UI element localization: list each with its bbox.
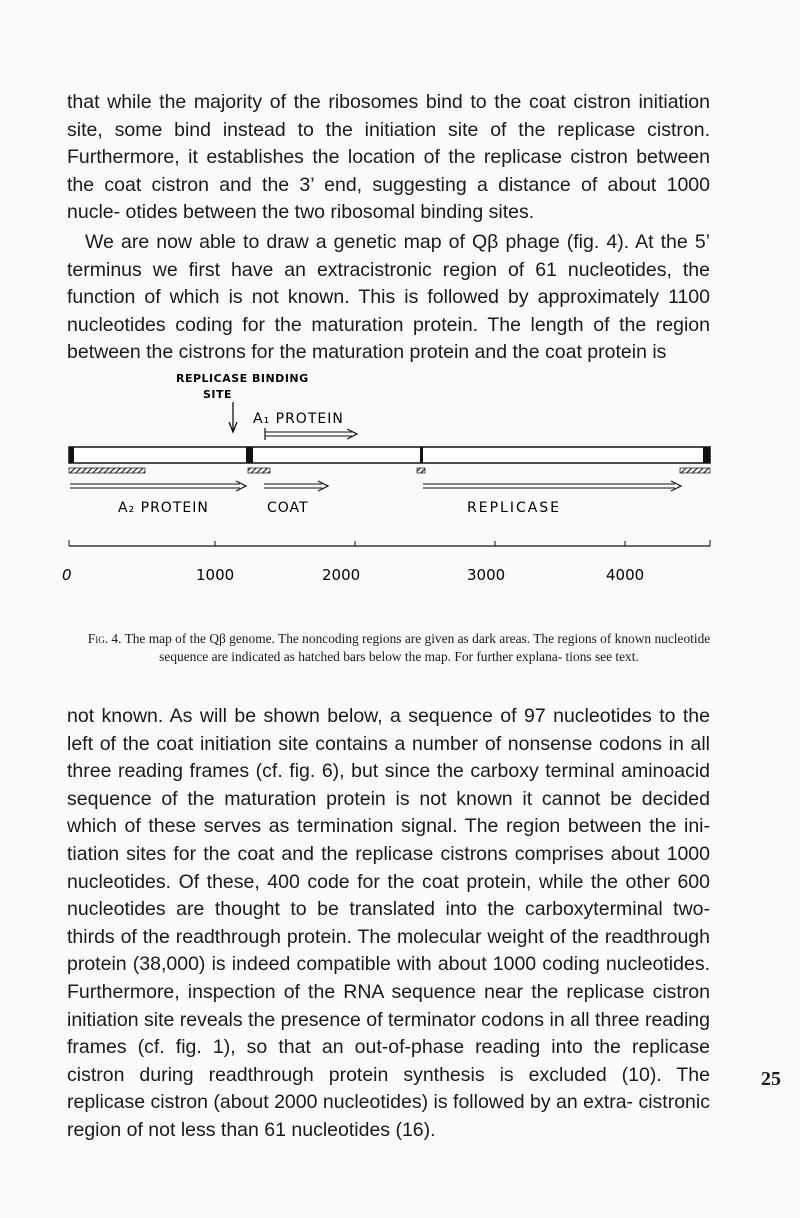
noncoding-region-3prime	[703, 447, 710, 463]
a2-protein-label: A₂ PROTEIN	[118, 500, 209, 516]
scale-label-2000: 2000	[322, 566, 361, 584]
caption-text: The map of the Qβ genome. The noncoding regions are given as dark areas. The regions of known nucleotide sequence are indicated as hatched bars below the map. For further explana- tions see text.	[124, 631, 711, 664]
scale-bar	[69, 540, 710, 546]
replicase-label: REPLICASE	[467, 500, 562, 516]
figure-caption	[66, 630, 732, 666]
paragraph-1: that while the majority of the ribosomes bind to the coat cistron initiation site, some bind instead to the initiation site of the replicase cistron. Furthermore, it establishes the location of the replicase cistron between the coat cistron and the 3’ end, suggesting a distance of about 1000 nucle- otides between the two ribosomal binding sites.	[67, 91, 710, 224]
a1-protein-arrow	[265, 428, 357, 440]
scale-label-4000: 4000	[606, 566, 645, 584]
scale-label-3000: 3000	[467, 566, 506, 584]
coat-label: COAT	[267, 500, 309, 516]
noncoding-region-replicase-start	[420, 447, 423, 463]
caption-label: Fig. 4.	[87, 631, 122, 646]
replicase-arrow	[423, 481, 681, 491]
noncoding-region-5prime	[69, 447, 74, 463]
noncoding-region-coat	[246, 447, 253, 463]
scale-label-1000: 1000	[196, 566, 235, 584]
genome-map-figure	[0, 350, 800, 590]
binding-site-arrow	[229, 402, 237, 432]
page-number: 25	[761, 1068, 781, 1090]
binding-site-label-line1: REPLICASE BINDING	[176, 372, 309, 385]
genome-map	[0, 350, 800, 590]
paragraph-3: not known. As will be shown below, a sequence of 97 nucleotides to the left of the coat initiation site contains a number of nonsense codons in all three reading frames (cf. fig. 6), but since the carboxy terminal aminoacid sequence of the maturation protein is not known it cannot be decided which of these serves as termination signal. The region between the ini- tiation sites for the coat and the replicase cistrons comprises about 1000 nucleotides. Of these, 400 code for the coat protein, while the other 600 nucleotides are thought to be translated into the carboxyterminal two-thirds of the readthrough protein. The molecular weight of the readthrough protein (38,000) is indeed compatible with about 1000 coding nucleotides. Furthermore, inspection of the RNA sequence near the replicase cistron initiation site reveals the presence of terminator codons in all three reading frames (cf. fig. 1), so that an out-of-phase reading into the replicase cistron during readthrough protein synthesis is excluded (10). The replicase cistron (about 2000 nucleotides) is followed by an extra- cistronic region of not less than 61 nucleotides (16).	[67, 705, 710, 1141]
coat-arrow	[264, 481, 328, 491]
paragraph-2: We are now able to draw a genetic map of Qβ phage (fig. 4). At the 5’ terminus we first have an extracistronic region of 61 nucleotides, the function of which is not known. This is followed by approximately 1100 nucleotides coding for the maturation protein. The length of the region between the cistrons for the maturation protein and the coat protein is	[67, 231, 710, 364]
a2-protein-arrow	[70, 481, 246, 491]
binding-site-label-line2: SITE	[203, 388, 233, 401]
scale-label-0: 0	[62, 566, 72, 584]
scale-labels	[62, 566, 644, 584]
a1-protein-label: A₁ PROTEIN	[253, 411, 344, 427]
known-sequence-bars	[69, 468, 710, 473]
genome-bar	[69, 447, 710, 463]
